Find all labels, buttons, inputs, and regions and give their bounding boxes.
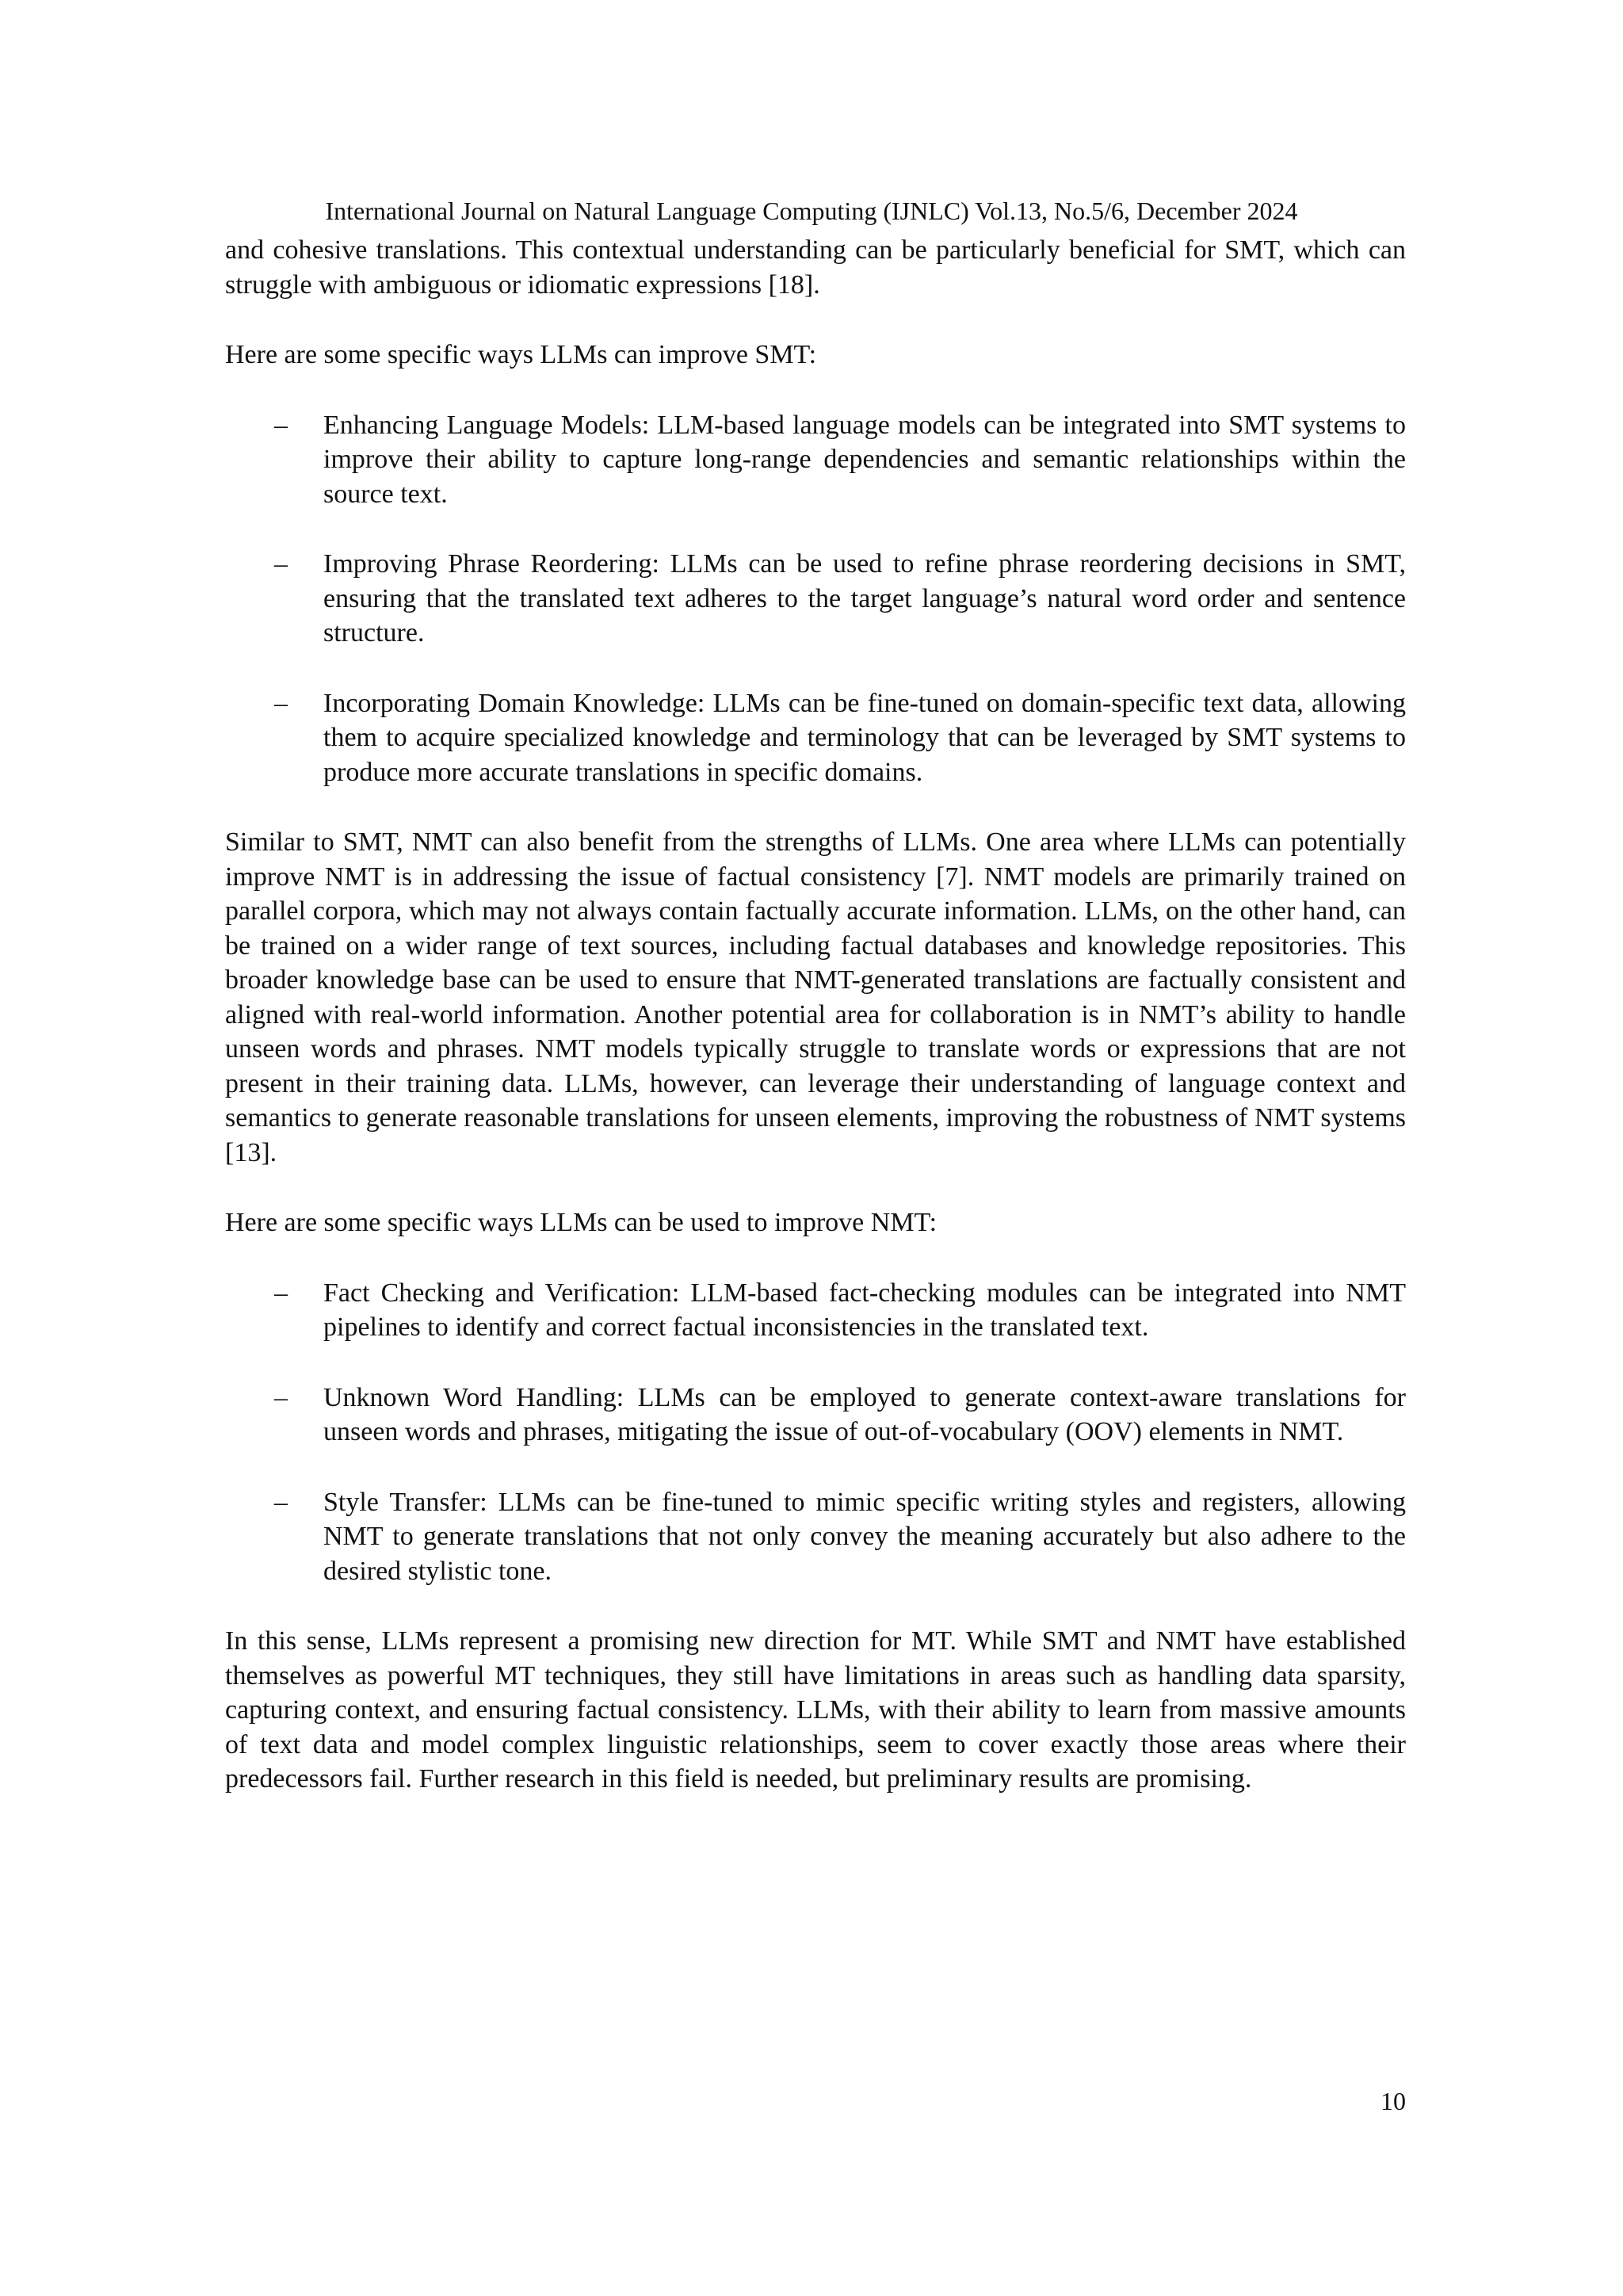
list-item-text: Improving Phrase Reordering: LLMs can be used to refine phrase reordering decisions in SMT, ensuring that the translated text adheres to the target language’s natural word order and sentence structure. — [323, 549, 1406, 648]
list-item — [225, 1381, 1406, 1450]
paragraph-nmt-benefits: Similar to SMT, NMT can also benefit from the strengths of LLMs. One area where LLMs can potentially improve NMT is in addressing the issue of factual consistency [7]. NMT models are primarily trained on parallel corpora, which may not always contain factually accurate information. LLMs, on the other hand, can be trained on a wider range of text sources, including factual databases and knowledge repositories. This broader knowledge base can be used to ensure that NMT-generated translations are factually consistent and aligned with real-world information. Another potential area for collaboration is in NMT’s ability to handle unseen words and phrases. NMT models typically struggle to translate words or expressions that are not present in their training data. LLMs, however, can leverage their understanding of language context and semantics to generate reasonable translations for unseen elements, improving the robustness of NMT systems [13]. — [225, 827, 1406, 1167]
list-item — [225, 1276, 1406, 1345]
body-text — [225, 233, 1406, 1797]
paragraph-nmt-intro: Here are some specific ways LLMs can be used to improve NMT: — [225, 1208, 938, 1237]
running-header: International Journal on Natural Language Computing (IJNLC) Vol.13, No.5/6, December 2024 — [325, 197, 1298, 225]
dash-bullet-icon: – — [274, 410, 288, 440]
paragraph-continuation: and cohesive translations. This contextual understanding can be particularly beneficial for SMT, which can struggle with ambiguous or idiomatic expressions [18]. — [225, 235, 1406, 300]
smt-improvement-list — [225, 408, 1406, 790]
page-number: 10 — [1381, 2087, 1406, 2115]
list-item-text: Unknown Word Handling: LLMs can be employed to generate context-aware translations for unseen words and phrases, mitigating the issue of out-of-vocabulary (OOV) elements in NMT. — [323, 1382, 1406, 1446]
list-item — [225, 686, 1406, 790]
dash-bullet-icon: – — [274, 1278, 288, 1308]
paragraph-conclusion: In this sense, LLMs represent a promising new direction for MT. While SMT and NMT have established themselves as powerful MT techniques, they still have limitations in areas such as handling data sparsity, capturing context, and ensuring factual consistency. LLMs, with their ability to learn from massive amounts of text data and model complex linguistic relationships, seem to cover exactly those areas where their predecessors fail. Further research in this field is needed, but preliminary results are promising. — [225, 1626, 1406, 1794]
list-item-text: Incorporating Domain Knowledge: LLMs can be fine-tuned on domain-specific text data, allowing them to acquire specialized knowledge and terminology that can be leveraged by SMT systems to produce more accurate translations in specific domains. — [323, 688, 1406, 787]
dash-bullet-icon: – — [274, 688, 288, 718]
list-item-text: Enhancing Language Models: LLM-based language models can be integrated into SMT systems to improve their ability to capture long-range dependencies and semantic relationships within the source text. — [323, 410, 1406, 509]
dash-bullet-icon: – — [274, 1382, 288, 1412]
list-item-text: Style Transfer: LLMs can be fine-tuned to mimic specific writing styles and registers, allowing NMT to generate translations that not only convey the meaning accurately but also adhere to the desired stylistic tone. — [323, 1487, 1406, 1586]
paragraph-smt-intro: Here are some specific ways LLMs can improve SMT: — [225, 340, 817, 369]
list-item — [225, 408, 1406, 512]
list-item-text: Fact Checking and Verification: LLM-based fact-checking modules can be integrated into NMT pipelines to identify and correct factual inconsistencies in the translated text. — [323, 1278, 1406, 1342]
list-item — [225, 1485, 1406, 1589]
dash-bullet-icon: – — [274, 1487, 288, 1517]
dash-bullet-icon: – — [274, 549, 288, 579]
list-item — [225, 547, 1406, 651]
nmt-improvement-list — [225, 1276, 1406, 1589]
